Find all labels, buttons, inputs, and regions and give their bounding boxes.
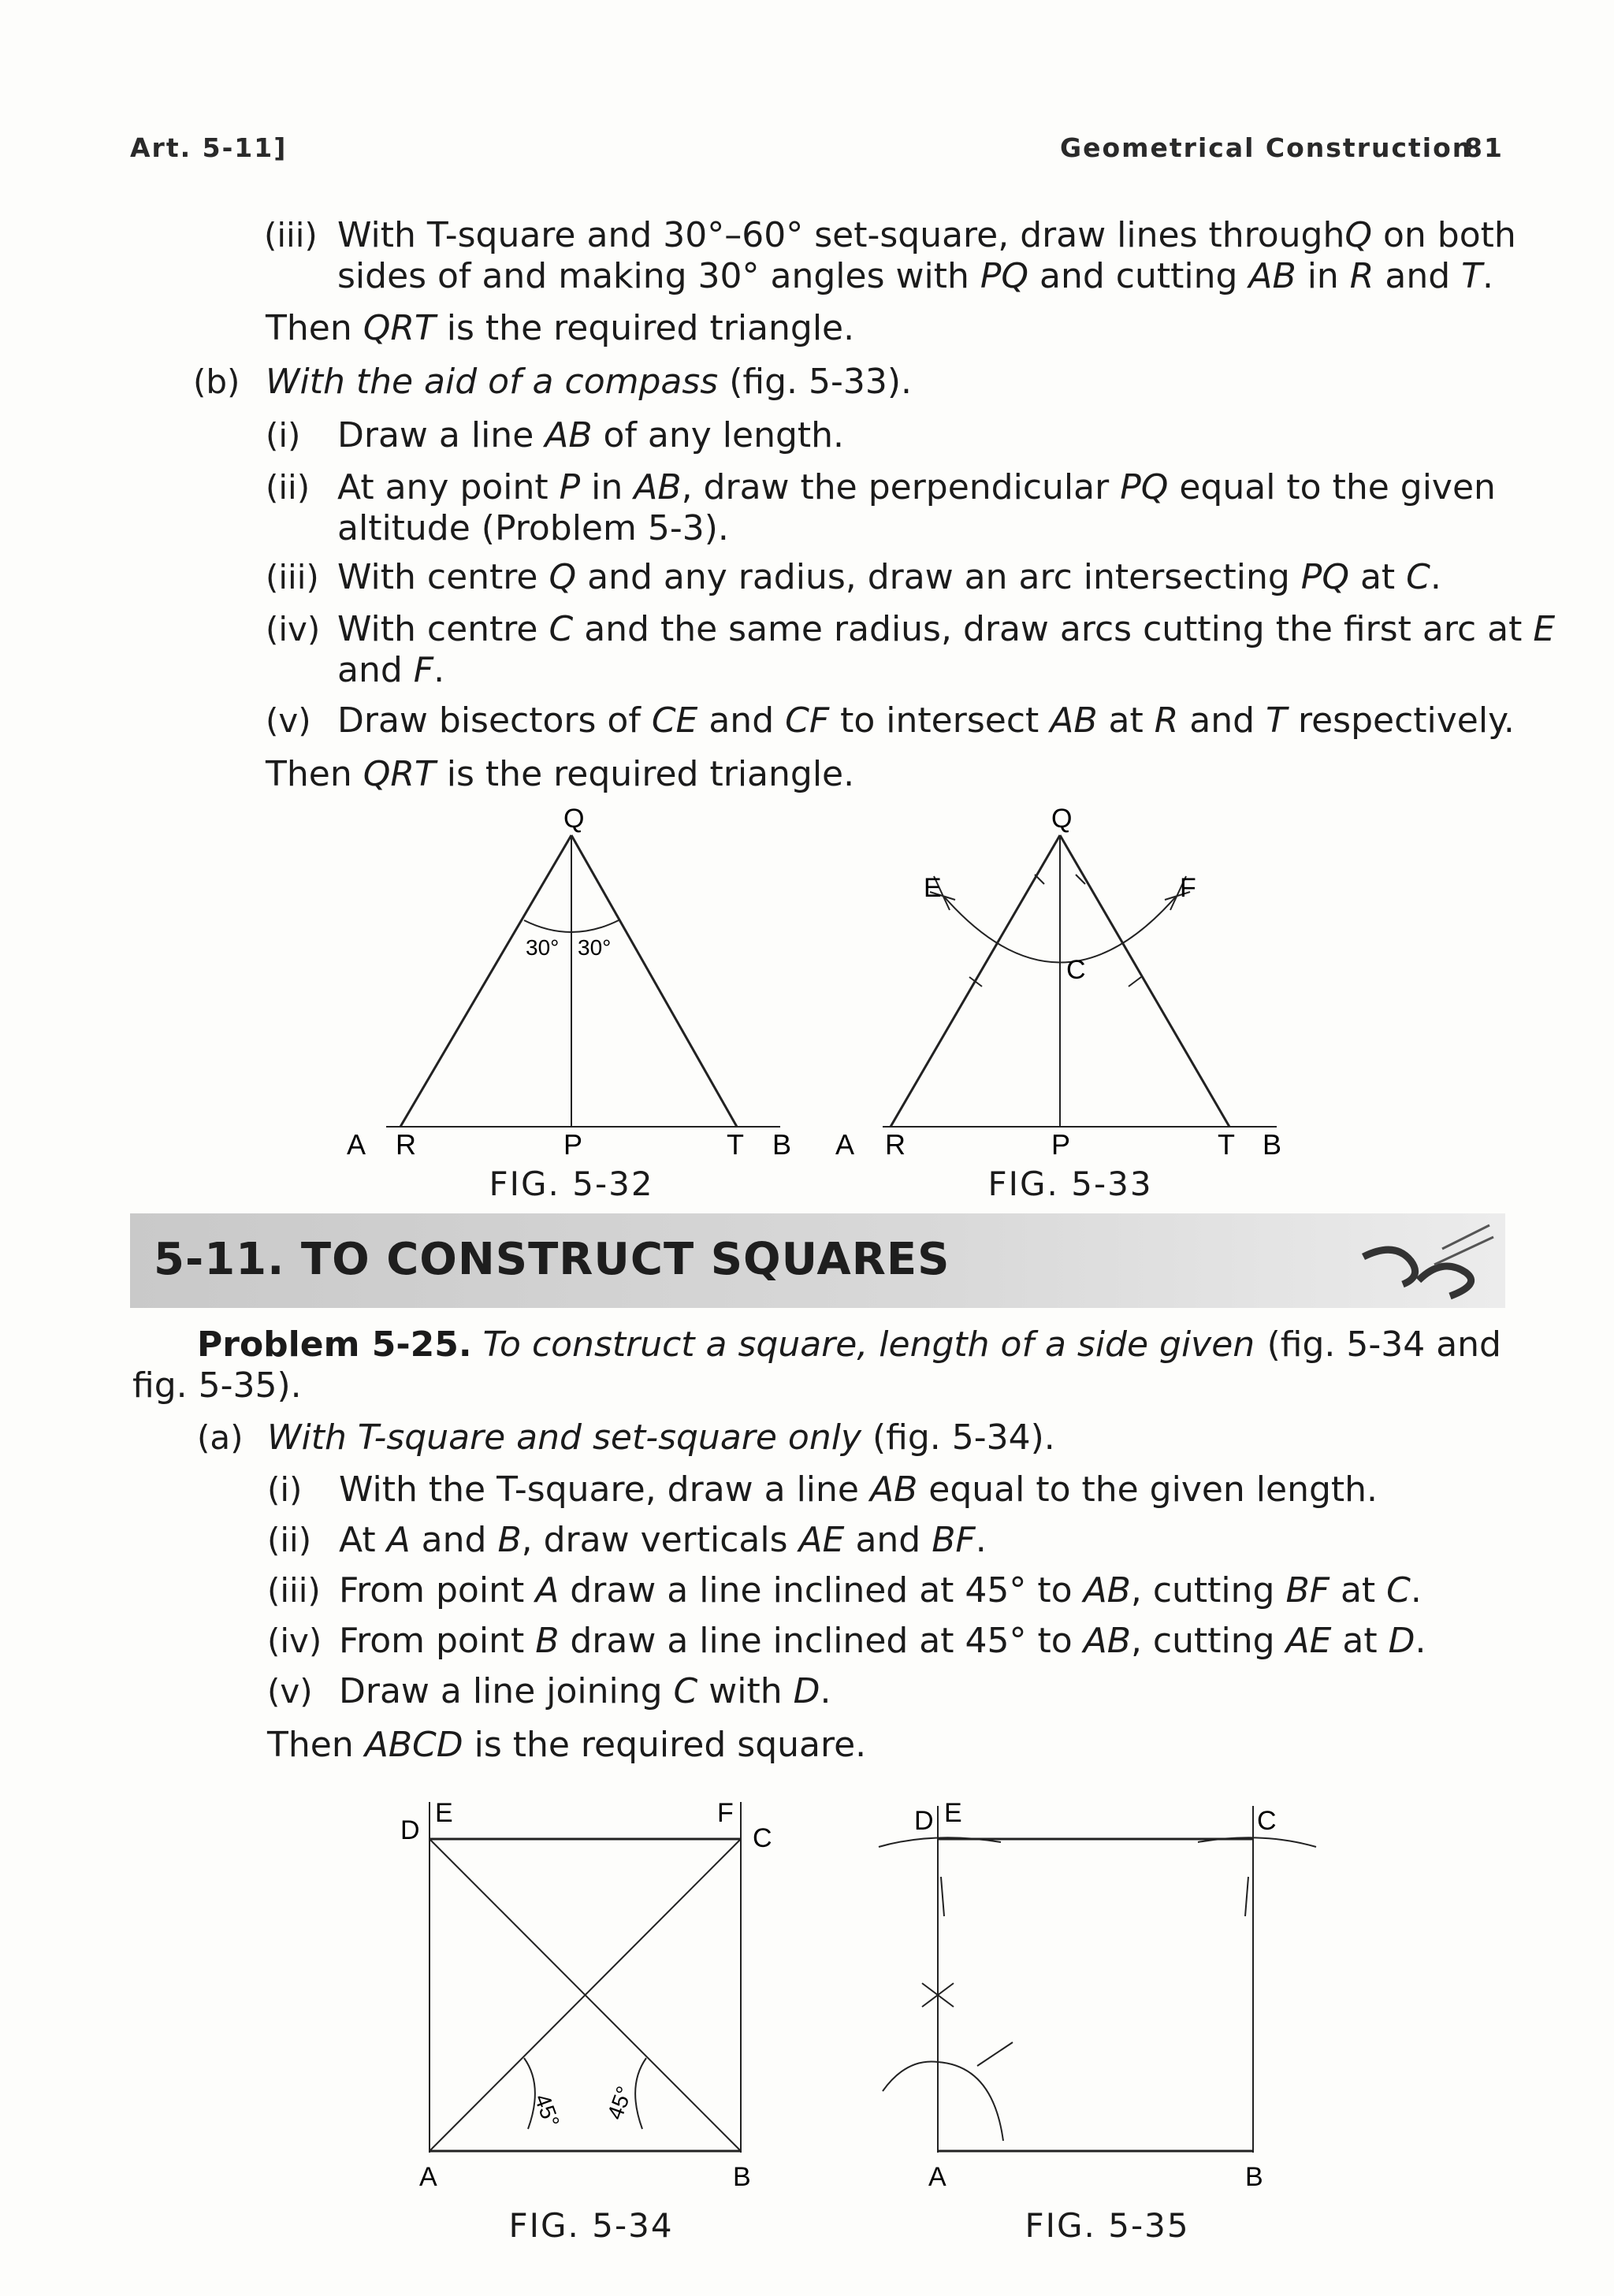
- var: C: [1406, 557, 1430, 597]
- var: PQ: [1120, 467, 1169, 507]
- text-line: [339, 1469, 1378, 1511]
- var: R: [1349, 256, 1374, 296]
- conclusion-line: [267, 1724, 866, 1767]
- label-a: A: [419, 2162, 437, 2192]
- word: , draw verticals: [521, 1520, 799, 1560]
- var: AE: [1285, 1621, 1332, 1661]
- var: AB: [1083, 1570, 1131, 1611]
- word: and: [844, 1520, 932, 1560]
- part-heading: [266, 361, 912, 403]
- problem-label: Problem 5-25.: [197, 1324, 472, 1365]
- word: (fig. 5-34 and: [1266, 1324, 1501, 1365]
- word: is the required square.: [463, 1725, 867, 1765]
- word: equal to the given: [1168, 467, 1496, 507]
- var: Q: [549, 557, 577, 597]
- word: .: [820, 1671, 831, 1711]
- word: (fig. 5-34).: [861, 1417, 1055, 1458]
- arc-at-c: [1198, 1837, 1316, 1847]
- text-line: [337, 414, 844, 457]
- var: A: [386, 1520, 411, 1560]
- word: With centre: [337, 609, 549, 649]
- var: D: [1388, 1621, 1415, 1661]
- var: BF: [1285, 1570, 1330, 1611]
- figure-5-32: [331, 804, 804, 1198]
- word: .: [1482, 256, 1494, 296]
- item-number: (i): [266, 416, 301, 455]
- arc-mark: [977, 2042, 1013, 2066]
- part-label: (b): [193, 362, 240, 401]
- label-f: F: [1180, 873, 1196, 903]
- item-number: (iv): [267, 1622, 322, 1660]
- item-number: (iv): [266, 610, 321, 648]
- word: At any point: [337, 467, 560, 507]
- word: to intersect: [829, 700, 1051, 741]
- text-line: [339, 1620, 1426, 1663]
- label-e: E: [924, 873, 942, 903]
- angle-arc-right: [635, 2058, 646, 2129]
- var: ABCD: [364, 1725, 463, 1765]
- figure-caption: FIG. 5-35: [1025, 2206, 1190, 2245]
- label-r: R: [396, 1128, 416, 1161]
- text-line: [339, 1519, 987, 1562]
- conclusion-line: [266, 307, 854, 350]
- word: and: [410, 1520, 498, 1560]
- item-number: (v): [266, 701, 311, 740]
- text-line: [337, 608, 1556, 651]
- word: , draw the perpendicular: [681, 467, 1121, 507]
- text-line: [337, 255, 1493, 298]
- label-t: T: [1218, 1128, 1235, 1161]
- bisector-tick: [1129, 977, 1141, 986]
- word: , cutting: [1130, 1621, 1286, 1661]
- label-p: P: [563, 1128, 583, 1161]
- word: and: [1374, 256, 1462, 296]
- heading-em: With T-square and set-square only: [267, 1417, 861, 1458]
- problem-statement: [197, 1324, 1501, 1366]
- part-label: (a): [197, 1418, 244, 1457]
- word: and: [337, 650, 414, 690]
- label-b: B: [1263, 1128, 1282, 1161]
- word: equal to the given length.: [917, 1469, 1378, 1510]
- word: and any radius, draw an arc intersecting: [576, 557, 1301, 597]
- running-head-title: Geometrical Construction: [1060, 132, 1473, 163]
- var: QRT: [363, 754, 436, 794]
- var: T: [1461, 256, 1483, 296]
- word: at: [1331, 1621, 1389, 1661]
- label-e: E: [435, 1798, 453, 1828]
- word: at: [1348, 557, 1407, 597]
- word: .: [1410, 1570, 1422, 1611]
- text-line: [337, 214, 1516, 257]
- conclusion-line: [266, 753, 854, 796]
- text-line: [337, 700, 1515, 742]
- word: in: [580, 467, 634, 507]
- var: AB: [869, 1469, 918, 1510]
- var: AB: [1050, 700, 1098, 741]
- label-b: B: [733, 2162, 751, 2192]
- var: B: [497, 1520, 522, 1560]
- word: and the same radius, draw arcs cutting the first arc at: [573, 609, 1534, 649]
- label-d: D: [400, 1815, 420, 1845]
- angle-label-left: 30°: [526, 935, 560, 960]
- angle-label-right: 45°: [602, 2082, 638, 2123]
- var: BF: [932, 1520, 976, 1560]
- angle-arc-left: [524, 2058, 535, 2129]
- word: is the required triangle.: [435, 754, 855, 794]
- word: Then: [266, 754, 363, 794]
- var: QRT: [363, 308, 436, 348]
- item-number: (ii): [267, 1521, 312, 1559]
- text-line: [339, 1570, 1422, 1612]
- var: C: [673, 1671, 698, 1711]
- problem-em: To construct a square, length of a side given: [482, 1324, 1255, 1365]
- bisector-tick: [1035, 875, 1044, 884]
- label-e: E: [944, 1798, 962, 1828]
- figure-5-35: [859, 1782, 1332, 2192]
- word: is the required triangle.: [435, 308, 855, 348]
- item-number: (v): [267, 1672, 313, 1711]
- label-r: R: [885, 1128, 906, 1161]
- var: P: [559, 467, 581, 507]
- text-line: [339, 1670, 831, 1713]
- arc-from-a: [883, 2061, 1003, 2141]
- word: Draw a line: [337, 415, 545, 455]
- word: .: [975, 1520, 987, 1560]
- word: At: [339, 1520, 387, 1560]
- text-line: [337, 556, 1441, 599]
- label-a: A: [835, 1128, 855, 1161]
- page-number: 81: [1464, 132, 1504, 163]
- word: .: [433, 650, 445, 690]
- word: draw a line inclined at 45° to: [559, 1621, 1084, 1661]
- word: at: [1097, 700, 1155, 741]
- item-number: (iii): [264, 216, 318, 254]
- word: on both: [1372, 215, 1516, 255]
- part-heading: [267, 1417, 1055, 1459]
- var: F: [413, 650, 434, 690]
- decorative-swirl-icon: [1356, 1217, 1497, 1304]
- item-number: (i): [267, 1470, 303, 1509]
- figure-caption: FIG. 5-32: [489, 1165, 654, 1203]
- word: in: [1296, 256, 1350, 296]
- var: AE: [798, 1520, 845, 1560]
- arc-tick-left: [941, 1877, 944, 1916]
- label-a: A: [347, 1128, 366, 1161]
- var: B: [535, 1621, 560, 1661]
- label-a: A: [928, 2162, 946, 2192]
- var: CF: [785, 700, 830, 741]
- label-t: T: [727, 1128, 744, 1161]
- word: with: [697, 1671, 794, 1711]
- heading-em: With the aid of a compass: [266, 362, 719, 402]
- word: , cutting: [1130, 1570, 1286, 1611]
- var: E: [1533, 609, 1556, 649]
- angle-label-right: 30°: [578, 935, 612, 960]
- word: From point: [339, 1621, 536, 1661]
- word: respectively.: [1286, 700, 1515, 741]
- word: sides of and making 30° angles with: [337, 256, 980, 296]
- var: R: [1154, 700, 1179, 741]
- label-d: D: [914, 1806, 934, 1836]
- label-c: C: [753, 1823, 772, 1853]
- word: .: [1415, 1621, 1426, 1661]
- side-qr: [400, 835, 571, 1127]
- word: .: [1430, 557, 1441, 597]
- var: D: [793, 1671, 820, 1711]
- word: With the T-square, draw a line: [339, 1469, 870, 1510]
- label-b: B: [1245, 2162, 1263, 2192]
- word: Draw bisectors of: [337, 700, 652, 741]
- text-line: fig. 5-35).: [132, 1365, 302, 1406]
- label-c: C: [1257, 1806, 1277, 1836]
- text-line: [337, 649, 444, 692]
- word: and: [1178, 700, 1266, 741]
- word: Draw a line joining: [339, 1671, 674, 1711]
- word: and: [697, 700, 786, 741]
- label-p: P: [1051, 1128, 1071, 1161]
- label-f: F: [717, 1798, 734, 1828]
- text-line: [337, 466, 1496, 509]
- word: (fig. 5-33).: [718, 362, 912, 402]
- var: PQ: [980, 256, 1029, 296]
- var: AB: [1083, 1621, 1131, 1661]
- label-c: C: [1066, 955, 1086, 985]
- figure-5-34: [386, 1782, 796, 2192]
- var: C: [1386, 1570, 1411, 1611]
- word: From point: [339, 1570, 536, 1611]
- item-number: (iii): [266, 558, 319, 596]
- figure-caption: FIG. 5-33: [987, 1165, 1153, 1203]
- item-number: (ii): [266, 468, 311, 507]
- word: at: [1329, 1570, 1387, 1611]
- figure-caption: FIG. 5-34: [508, 2206, 674, 2245]
- figure-5-33: [827, 804, 1300, 1198]
- word: Then: [267, 1725, 365, 1765]
- word: With centre: [337, 557, 549, 597]
- var: C: [549, 609, 574, 649]
- var: PQ: [1300, 557, 1349, 597]
- var: AB: [634, 467, 682, 507]
- var: A: [535, 1570, 560, 1611]
- var: Q: [1344, 215, 1373, 255]
- angle-label-left: 45°: [530, 2090, 564, 2131]
- var: AB: [1248, 256, 1296, 296]
- label-q: Q: [563, 804, 585, 834]
- section-title: 5-11. TO CONSTRUCT SQUARES: [154, 1234, 950, 1285]
- side-qt: [571, 835, 737, 1127]
- word: draw a line inclined at 45° to: [559, 1570, 1084, 1611]
- word: and cutting: [1028, 256, 1249, 296]
- var: AB: [545, 415, 593, 455]
- var: T: [1266, 700, 1287, 741]
- label-q: Q: [1051, 804, 1073, 834]
- item-number: (iii): [267, 1571, 321, 1610]
- word: With T-square and 30°–60° set-square, draw lines through: [337, 215, 1345, 255]
- running-head-left: Art. 5-11]: [130, 132, 288, 163]
- var: CE: [651, 700, 698, 741]
- text-line: altitude (Problem 5-3).: [337, 508, 729, 548]
- word: of any length.: [592, 415, 845, 455]
- label-b: B: [772, 1128, 792, 1161]
- word: Then: [266, 308, 363, 348]
- arc-tick-right: [1245, 1877, 1248, 1916]
